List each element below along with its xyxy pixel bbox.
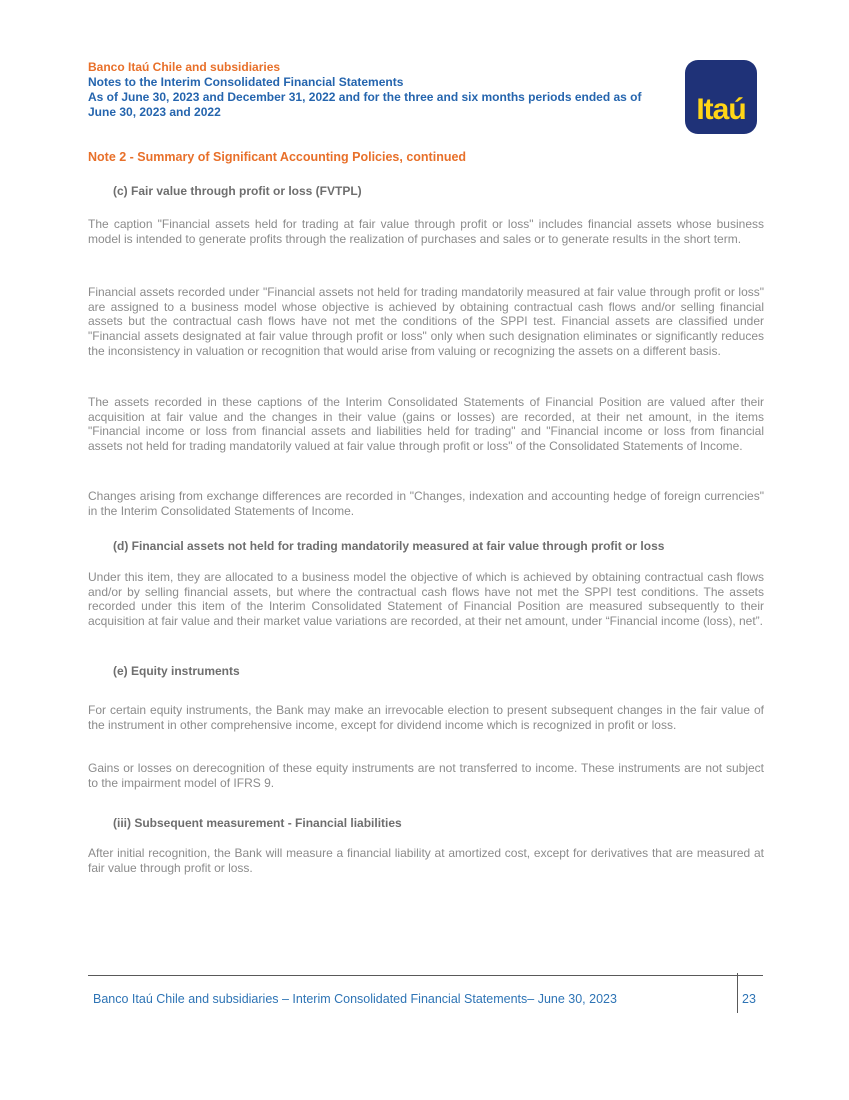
header-subtitle-1: Notes to the Interim Consolidated Financial Statements (88, 75, 404, 89)
footer-horizontal-rule (88, 975, 763, 976)
paragraph: Financial assets recorded under "Financial assets not held for trading mandatorily measured at fair value through profit or loss" are assigned to a business model whose objective is achieved by obtaining contractual cash flows and/or selling financial assets but the contractual cash flows have not met the conditions of the SPPI test. Financial assets are classified under "Financial assets designated at fair value through profit or loss" only when such designation eliminates or significantly reduces the inconsistency in valuation or recognition that would arise from valuing or recognizing the assets on a different basis. (88, 285, 764, 358)
section-heading-c: (c) Fair value through profit or loss (FVTPL) (113, 184, 362, 198)
itau-logo-text: Itaú (696, 93, 746, 126)
footer-vertical-divider (737, 973, 738, 1013)
note-title: Note 2 - Summary of Significant Accounting Policies, continued (88, 150, 467, 164)
paragraph: The assets recorded in these captions of the Interim Consolidated Statements of Financial Position are valued after their acquisition at fair value and the changes in their value (gains or losses) are recorded, at their net amount, in the items "Financial income or loss from financial assets and liabilities held for trading" and "Financial income or loss from financial assets not held for trading mandatorily valued at fair value through profit or loss" of the Consolidated Statements of Income. (88, 395, 764, 454)
header-company-name: Banco Itaú Chile and subsidiaries (88, 60, 281, 74)
page-header (88, 60, 678, 120)
page-number: 23 (742, 992, 756, 1006)
section-heading-e: (e) Equity instruments (113, 664, 240, 678)
section-heading-d: (d) Financial assets not held for trading mandatorily measured at fair value through profit or loss (113, 539, 665, 553)
itau-logo (685, 60, 757, 134)
footer-text: Banco Itaú Chile and subsidiaries – Interim Consolidated Financial Statements– June 30, 2023 (93, 992, 617, 1006)
paragraph: Gains or losses on derecognition of these equity instruments are not transferred to income. These instruments are not subject to the impairment model of IFRS 9. (88, 761, 764, 790)
paragraph: After initial recognition, the Bank will measure a financial liability at amortized cost, except for derivatives that are measured at fair value through profit or loss. (88, 846, 764, 875)
header-subtitle-2: As of June 30, 2023 and December 31, 2022 and for the three and six months periods ended as of (88, 90, 642, 104)
header-subtitle-3: June 30, 2023 and 2022 (88, 105, 221, 119)
paragraph: The caption "Financial assets held for trading at fair value through profit or loss" includes financial assets whose business model is intended to generate profits through the realization of purchases and sales or to generate results in the short term. (88, 217, 764, 246)
paragraph: Changes arising from exchange differences are recorded in "Changes, indexation and accounting hedge of foreign currencies" in the Interim Consolidated Statements of Income. (88, 489, 764, 518)
paragraph: For certain equity instruments, the Bank may make an irrevocable election to present subsequent changes in the fair value of the instrument in other comprehensive income, except for dividend income which is recognized in profit or loss. (88, 703, 764, 732)
section-heading-iii: (iii) Subsequent measurement - Financial liabilities (113, 816, 402, 830)
paragraph: Under this item, they are allocated to a business model the objective of which is achieved by obtaining contractual cash flows and/or by selling financial assets, but where the contractual cash flows have not met the SPPI test conditions. The assets recorded under this item of the Interim Consolidated Statement of Financial Position are measured subsequently to their acquisition at fair value and their market value variations are recorded, at their net amount, under “Financial income (loss), net”. (88, 570, 764, 629)
